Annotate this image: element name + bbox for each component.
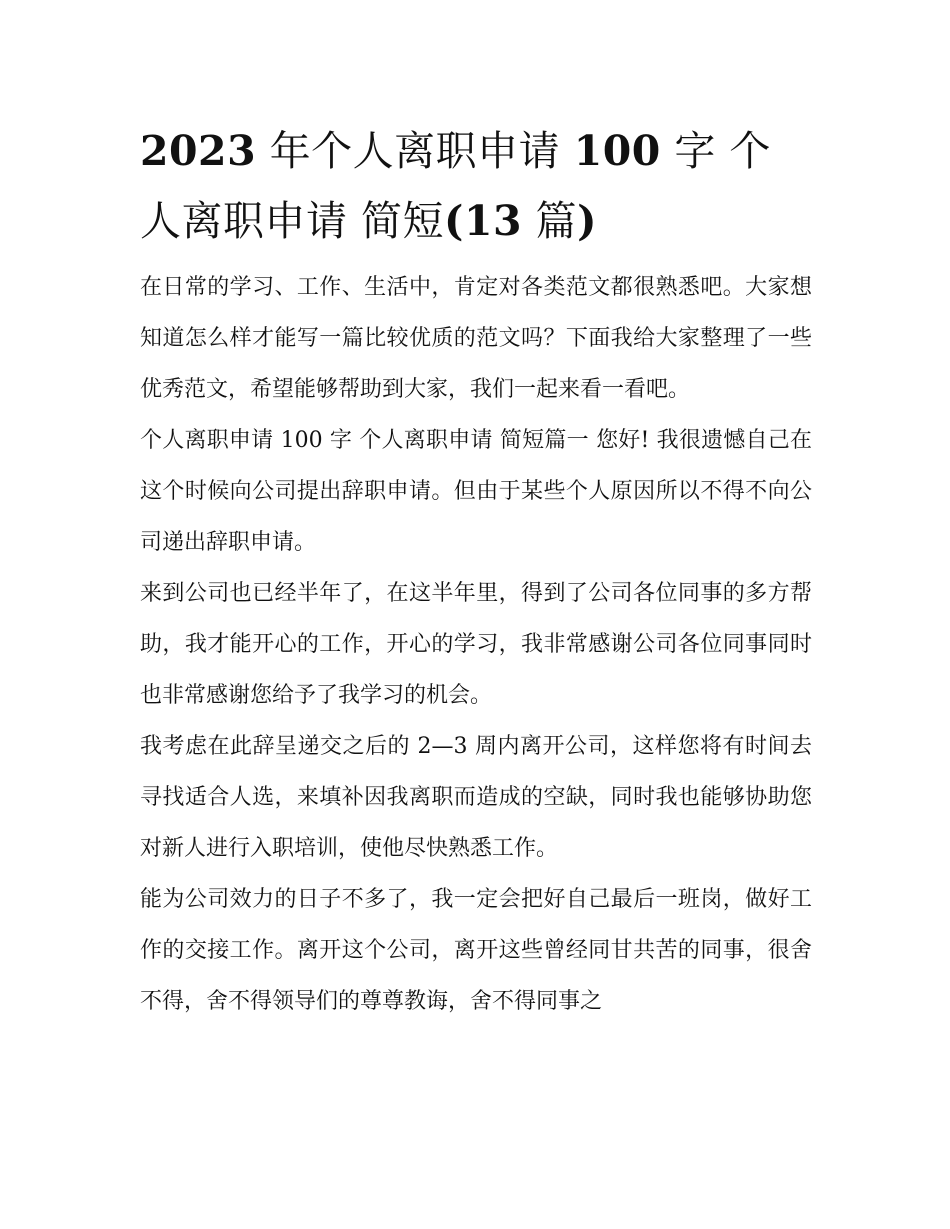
title-part: 篇 bbox=[522, 197, 578, 245]
title-part: ) bbox=[577, 197, 597, 245]
paragraph-intro: 在日常的学习、工作、生活中，肯定对各类范文都很熟悉吧。大家想知道怎么样才能写一篇比较优质的范文吗？下面我给大家整理了一些优秀范文，希望能够帮助到大家，我们一起来看一看吧。 bbox=[140, 275, 812, 402]
title-part: (13 bbox=[444, 197, 523, 245]
document-title bbox=[140, 116, 812, 256]
paragraph-handover-plan: 我考虑在此辞呈递交之后的 2—3 周内离开公司，这样您将有时间去寻找适合人选，来填补因我离职而造成的空缺，同时我也能够协助您对新人进行入职培训，使他尽快熟悉工作。 bbox=[140, 734, 812, 861]
paragraph-gratitude: 来到公司也已经半年了，在这半年里，得到了公司各位同事的多方帮助，我才能开心的工作，开心的学习，我非常感谢公司各位同事同时也非常感谢您给予了我学习的机会。 bbox=[140, 581, 812, 708]
paragraph-letter-opening: 个人离职申请 100 字 个人离职申请 简短篇一 您好! 我很遗憾自己在这个时候向公司提出辞职申请。但由于某些个人原因所以不得不向公司递出辞职申请。 bbox=[140, 428, 812, 555]
document-body bbox=[140, 116, 812, 1027]
title-part: 字 个人离职申请 简短 bbox=[140, 127, 771, 245]
title-part: 100 bbox=[573, 127, 661, 175]
title-part: 年个人离职申请 bbox=[256, 127, 574, 175]
paragraph-farewell: 能为公司效力的日子不多了，我一定会把好自己最后一班岗，做好工作的交接工作。离开这个公司，离开这些曾经同甘共苦的同事，很舍不得，舍不得领导们的尊尊教诲，舍不得同事之 bbox=[140, 887, 812, 1014]
title-part: 2023 bbox=[140, 127, 257, 175]
